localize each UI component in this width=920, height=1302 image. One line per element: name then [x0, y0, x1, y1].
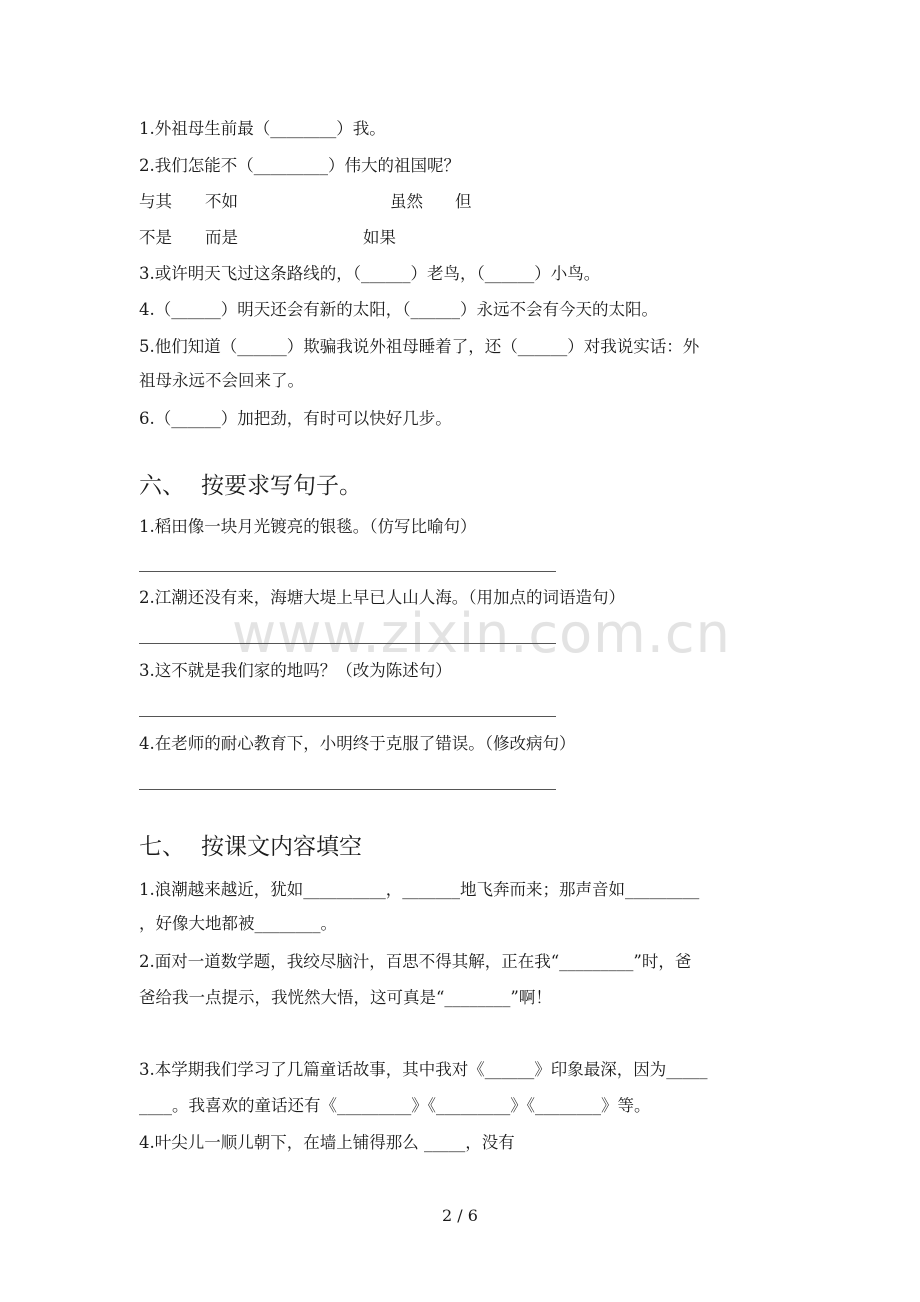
s6-question-3: 3.这不就是我们家的地吗？（改为陈述句）: [139, 661, 452, 680]
watermark: www.zixin.com.cn: [232, 602, 731, 665]
option-word: 但: [455, 192, 472, 211]
answer-line[interactable]: [139, 716, 556, 717]
s6-question-1: 1.稻田像一块月光镀亮的银毯。（仿写比喻句）: [139, 517, 477, 536]
s6-question-2: 2.江潮还没有来，海塘大堤上早已人山人海。（用加点的词语造句）: [139, 588, 625, 607]
option-word: 不是: [139, 228, 172, 247]
s7-question-1-line-2: ，好像大地都被________。: [139, 914, 337, 933]
q5-item-2: 2.我们怎能不（_________）伟大的祖国呢？: [139, 156, 460, 175]
s7-question-3-line-1: 3.本学期我们学习了几篇童话故事，其中我对《______》印象最深，因为_____: [139, 1060, 708, 1079]
answer-line[interactable]: [139, 571, 556, 572]
option-word: 不如: [205, 192, 238, 211]
s7-question-4: 4.叶尖儿一顺儿朝下，在墙上铺得那么 _____，没有: [139, 1133, 515, 1152]
section-7-title: 按课文内容填空: [201, 834, 362, 860]
q5-item-5-line-1: 5.他们知道（______）欺骗我说外祖母睡着了，还（______）对我说实话：外: [139, 337, 700, 356]
q5-item-1: 1.外祖母生前最（________）我。: [139, 119, 386, 138]
q5-item-3: 3.或许明天飞过这条路线的，（______）老鸟，（______）小鸟。: [139, 264, 601, 283]
section-7-heading: [139, 832, 362, 862]
s7-question-3-line-2: ____。我喜欢的童话还有《_________》《_________》《________》等。: [139, 1096, 651, 1115]
page-number: 2 / 6: [442, 1206, 478, 1225]
section-6-heading: [139, 471, 362, 501]
s7-question-1-line-1: 1.浪潮越来越近，犹如__________，_______地飞奔而来；那声音如_________: [139, 880, 700, 899]
q5-item-5-line-2: 祖母永远不会回来了。: [139, 371, 304, 390]
section-6-title: 按要求写句子。: [201, 473, 362, 499]
option-word: 虽然: [390, 192, 423, 211]
answer-line[interactable]: [139, 643, 556, 644]
option-word: 而是: [205, 228, 238, 247]
section-7-number: 七、: [139, 834, 185, 860]
q5-item-6: 6.（______）加把劲，有时可以快好几步。: [139, 409, 452, 428]
s6-question-4: 4.在老师的耐心教育下，小明终于克服了错误。（修改病句）: [139, 734, 576, 753]
s7-question-2-line-1: 2.面对一道数学题，我绞尽脑汁，百思不得其解，正在我“_________”时，爸: [139, 952, 692, 971]
option-word: 如果: [363, 228, 396, 247]
answer-line[interactable]: [139, 789, 556, 790]
q5-item-4: 4.（______）明天还会有新的太阳，（______）永远不会有今天的太阳。: [139, 300, 658, 319]
s7-question-2-line-2: 爸给我一点提示，我恍然大悟，这可真是“________”啊！: [139, 988, 552, 1007]
option-word: 与其: [139, 192, 172, 211]
section-6-number: 六、: [139, 473, 185, 499]
